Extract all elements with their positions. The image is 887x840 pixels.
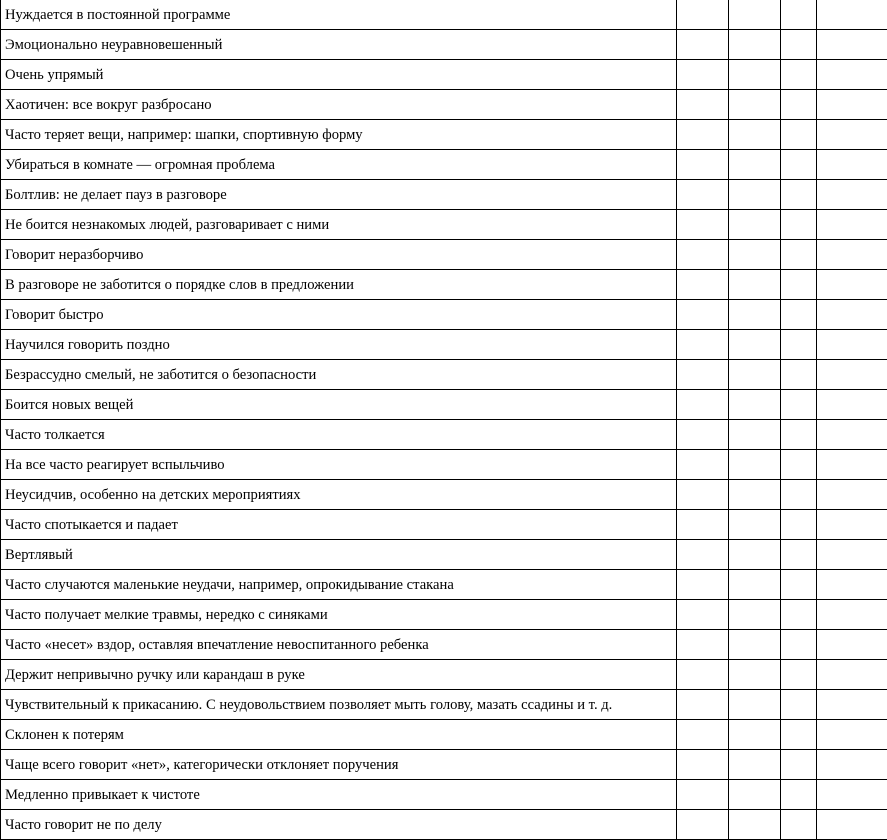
- table-row: [1, 510, 887, 540]
- table-row: [1, 570, 887, 600]
- rating-cell-1[interactable]: [677, 570, 729, 600]
- table-row: [1, 180, 887, 210]
- rating-cell-4[interactable]: [817, 180, 887, 210]
- table-row: [1, 330, 887, 360]
- rating-cell-3[interactable]: [781, 90, 817, 120]
- rating-cell-2[interactable]: [729, 810, 781, 840]
- rating-cell-1[interactable]: [677, 810, 729, 840]
- rating-cell-1[interactable]: [677, 780, 729, 810]
- table-row: [1, 540, 887, 570]
- checklist-body: [1, 0, 887, 840]
- rating-cell-4[interactable]: [817, 570, 887, 600]
- rating-cell-1[interactable]: [677, 360, 729, 390]
- rating-cell-4[interactable]: [817, 60, 887, 90]
- rating-cell-4[interactable]: [817, 270, 887, 300]
- table-row: [1, 30, 887, 60]
- behavior-statement: Часто теряет вещи, например: шапки, спортивную форму: [1, 120, 677, 150]
- rating-cell-4[interactable]: [817, 510, 887, 540]
- rating-cell-4[interactable]: [817, 90, 887, 120]
- behavior-statement: Часто получает мелкие травмы, нередко с синяками: [1, 600, 677, 630]
- behavior-statement: Эмоционально неуравновешенный: [1, 30, 677, 60]
- rating-cell-1[interactable]: [677, 210, 729, 240]
- rating-cell-1[interactable]: [677, 240, 729, 270]
- rating-cell-4[interactable]: [817, 360, 887, 390]
- rating-cell-3[interactable]: [781, 390, 817, 420]
- rating-cell-2[interactable]: [729, 150, 781, 180]
- table-row: [1, 150, 887, 180]
- rating-cell-2[interactable]: [729, 630, 781, 660]
- rating-cell-4[interactable]: [817, 690, 887, 720]
- behavior-statement: Часто говорит не по делу: [1, 810, 677, 840]
- rating-cell-3[interactable]: [781, 630, 817, 660]
- rating-cell-1[interactable]: [677, 510, 729, 540]
- rating-cell-3[interactable]: [781, 330, 817, 360]
- rating-cell-4[interactable]: [817, 0, 887, 30]
- rating-cell-2[interactable]: [729, 390, 781, 420]
- table-row: [1, 270, 887, 300]
- rating-cell-2[interactable]: [729, 420, 781, 450]
- table-row: [1, 360, 887, 390]
- rating-cell-4[interactable]: [817, 750, 887, 780]
- table-row: [1, 780, 887, 810]
- rating-cell-2[interactable]: [729, 180, 781, 210]
- rating-cell-3[interactable]: [781, 360, 817, 390]
- rating-cell-4[interactable]: [817, 30, 887, 60]
- behavior-statement: Часто спотыкается и падает: [1, 510, 677, 540]
- behavior-statement: Не боится незнакомых людей, разговаривает с ними: [1, 210, 677, 240]
- rating-cell-1[interactable]: [677, 540, 729, 570]
- rating-cell-3[interactable]: [781, 780, 817, 810]
- rating-cell-2[interactable]: [729, 360, 781, 390]
- rating-cell-4[interactable]: [817, 480, 887, 510]
- rating-cell-3[interactable]: [781, 210, 817, 240]
- rating-cell-4[interactable]: [817, 450, 887, 480]
- rating-cell-2[interactable]: [729, 210, 781, 240]
- rating-cell-1[interactable]: [677, 390, 729, 420]
- rating-cell-2[interactable]: [729, 120, 781, 150]
- rating-cell-4[interactable]: [817, 120, 887, 150]
- table-row: [1, 660, 887, 690]
- rating-cell-2[interactable]: [729, 450, 781, 480]
- table-row: [1, 0, 887, 30]
- behavior-statement: Чувствительный к прикасанию. С неудовольствием позволяет мыть голову, мазать ссадины и т. д.: [1, 690, 677, 720]
- rating-cell-1[interactable]: [677, 0, 729, 30]
- behavior-statement: Очень упрямый: [1, 60, 677, 90]
- rating-cell-1[interactable]: [677, 270, 729, 300]
- behavior-statement: Безрассудно смелый, не заботится о безопасности: [1, 360, 677, 390]
- rating-cell-2[interactable]: [729, 300, 781, 330]
- behavior-statement: Часто «несет» вздор, оставляя впечатление невоспитанного ребенка: [1, 630, 677, 660]
- rating-cell-4[interactable]: [817, 600, 887, 630]
- rating-cell-1[interactable]: [677, 660, 729, 690]
- rating-cell-4[interactable]: [817, 780, 887, 810]
- behavior-statement: Медленно привыкает к чистоте: [1, 780, 677, 810]
- rating-cell-3[interactable]: [781, 30, 817, 60]
- table-row: [1, 60, 887, 90]
- behavior-statement: Часто случаются маленькие неудачи, например, опрокидывание стакана: [1, 570, 677, 600]
- rating-cell-3[interactable]: [781, 300, 817, 330]
- rating-cell-3[interactable]: [781, 60, 817, 90]
- rating-cell-4[interactable]: [817, 330, 887, 360]
- table-row: [1, 420, 887, 450]
- rating-cell-1[interactable]: [677, 90, 729, 120]
- rating-cell-3[interactable]: [781, 0, 817, 30]
- rating-cell-4[interactable]: [817, 390, 887, 420]
- rating-cell-3[interactable]: [781, 450, 817, 480]
- rating-cell-2[interactable]: [729, 270, 781, 300]
- rating-cell-4[interactable]: [817, 240, 887, 270]
- behavior-statement: Часто толкается: [1, 420, 677, 450]
- rating-cell-2[interactable]: [729, 750, 781, 780]
- rating-cell-4[interactable]: [817, 540, 887, 570]
- rating-cell-4[interactable]: [817, 630, 887, 660]
- table-row: [1, 630, 887, 660]
- rating-cell-2[interactable]: [729, 660, 781, 690]
- rating-cell-4[interactable]: [817, 810, 887, 840]
- rating-cell-3[interactable]: [781, 600, 817, 630]
- rating-cell-3[interactable]: [781, 510, 817, 540]
- rating-cell-2[interactable]: [729, 720, 781, 750]
- rating-cell-2[interactable]: [729, 570, 781, 600]
- rating-cell-3[interactable]: [781, 120, 817, 150]
- rating-cell-3[interactable]: [781, 150, 817, 180]
- rating-cell-2[interactable]: [729, 780, 781, 810]
- rating-cell-1[interactable]: [677, 330, 729, 360]
- rating-cell-1[interactable]: [677, 420, 729, 450]
- behavior-statement: Боится новых вещей: [1, 390, 677, 420]
- behavior-statement: Хаотичен: все вокруг разбросано: [1, 90, 677, 120]
- table-row: [1, 390, 887, 420]
- rating-cell-1[interactable]: [677, 600, 729, 630]
- behavior-statement: Склонен к потерям: [1, 720, 677, 750]
- rating-cell-4[interactable]: [817, 660, 887, 690]
- rating-cell-1[interactable]: [677, 750, 729, 780]
- rating-cell-3[interactable]: [781, 540, 817, 570]
- rating-cell-4[interactable]: [817, 420, 887, 450]
- rating-cell-3[interactable]: [781, 180, 817, 210]
- rating-cell-2[interactable]: [729, 510, 781, 540]
- behavior-statement: Научился говорить поздно: [1, 330, 677, 360]
- rating-cell-4[interactable]: [817, 300, 887, 330]
- rating-cell-2[interactable]: [729, 90, 781, 120]
- rating-cell-3[interactable]: [781, 660, 817, 690]
- rating-cell-1[interactable]: [677, 60, 729, 90]
- rating-cell-2[interactable]: [729, 690, 781, 720]
- table-row: [1, 480, 887, 510]
- table-row: [1, 120, 887, 150]
- rating-cell-2[interactable]: [729, 480, 781, 510]
- rating-cell-4[interactable]: [817, 720, 887, 750]
- rating-cell-1[interactable]: [677, 150, 729, 180]
- rating-cell-4[interactable]: [817, 150, 887, 180]
- table-row: [1, 810, 887, 840]
- rating-cell-3[interactable]: [781, 420, 817, 450]
- rating-cell-2[interactable]: [729, 60, 781, 90]
- rating-cell-1[interactable]: [677, 180, 729, 210]
- behavior-statement: Держит непривычно ручку или карандаш в руке: [1, 660, 677, 690]
- table-row: [1, 600, 887, 630]
- rating-cell-3[interactable]: [781, 690, 817, 720]
- behavior-statement: Чаще всего говорит «нет», категорически отклоняет поручения: [1, 750, 677, 780]
- rating-cell-3[interactable]: [781, 480, 817, 510]
- table-row: [1, 240, 887, 270]
- rating-cell-4[interactable]: [817, 210, 887, 240]
- rating-cell-3[interactable]: [781, 570, 817, 600]
- rating-cell-1[interactable]: [677, 480, 729, 510]
- table-row: [1, 300, 887, 330]
- rating-cell-1[interactable]: [677, 720, 729, 750]
- rating-cell-3[interactable]: [781, 750, 817, 780]
- table-row: [1, 690, 887, 720]
- table-row: [1, 750, 887, 780]
- behavior-statement: На все часто реагирует вспыльчиво: [1, 450, 677, 480]
- table-row: [1, 450, 887, 480]
- rating-cell-2[interactable]: [729, 30, 781, 60]
- behavior-statement: Болтлив: не делает пауз в разговоре: [1, 180, 677, 210]
- behavior-statement: Нуждается в постоянной программе: [1, 0, 677, 30]
- rating-cell-3[interactable]: [781, 240, 817, 270]
- rating-cell-1[interactable]: [677, 690, 729, 720]
- rating-cell-1[interactable]: [677, 30, 729, 60]
- rating-cell-2[interactable]: [729, 540, 781, 570]
- rating-cell-2[interactable]: [729, 0, 781, 30]
- rating-cell-1[interactable]: [677, 120, 729, 150]
- table-row: [1, 90, 887, 120]
- behavior-statement: Говорит неразборчиво: [1, 240, 677, 270]
- rating-cell-3[interactable]: [781, 810, 817, 840]
- table-row: [1, 210, 887, 240]
- rating-cell-2[interactable]: [729, 330, 781, 360]
- rating-cell-1[interactable]: [677, 450, 729, 480]
- table-row: [1, 720, 887, 750]
- rating-cell-1[interactable]: [677, 300, 729, 330]
- behavior-statement: В разговоре не заботится о порядке слов в предложении: [1, 270, 677, 300]
- behavior-statement: Убираться в комнате — огромная проблема: [1, 150, 677, 180]
- rating-cell-2[interactable]: [729, 600, 781, 630]
- rating-cell-3[interactable]: [781, 270, 817, 300]
- rating-cell-2[interactable]: [729, 240, 781, 270]
- behavior-statement: Говорит быстро: [1, 300, 677, 330]
- rating-cell-1[interactable]: [677, 630, 729, 660]
- behavior-statement: Неусидчив, особенно на детских мероприятиях: [1, 480, 677, 510]
- rating-cell-3[interactable]: [781, 720, 817, 750]
- behavior-statement: Вертлявый: [1, 540, 677, 570]
